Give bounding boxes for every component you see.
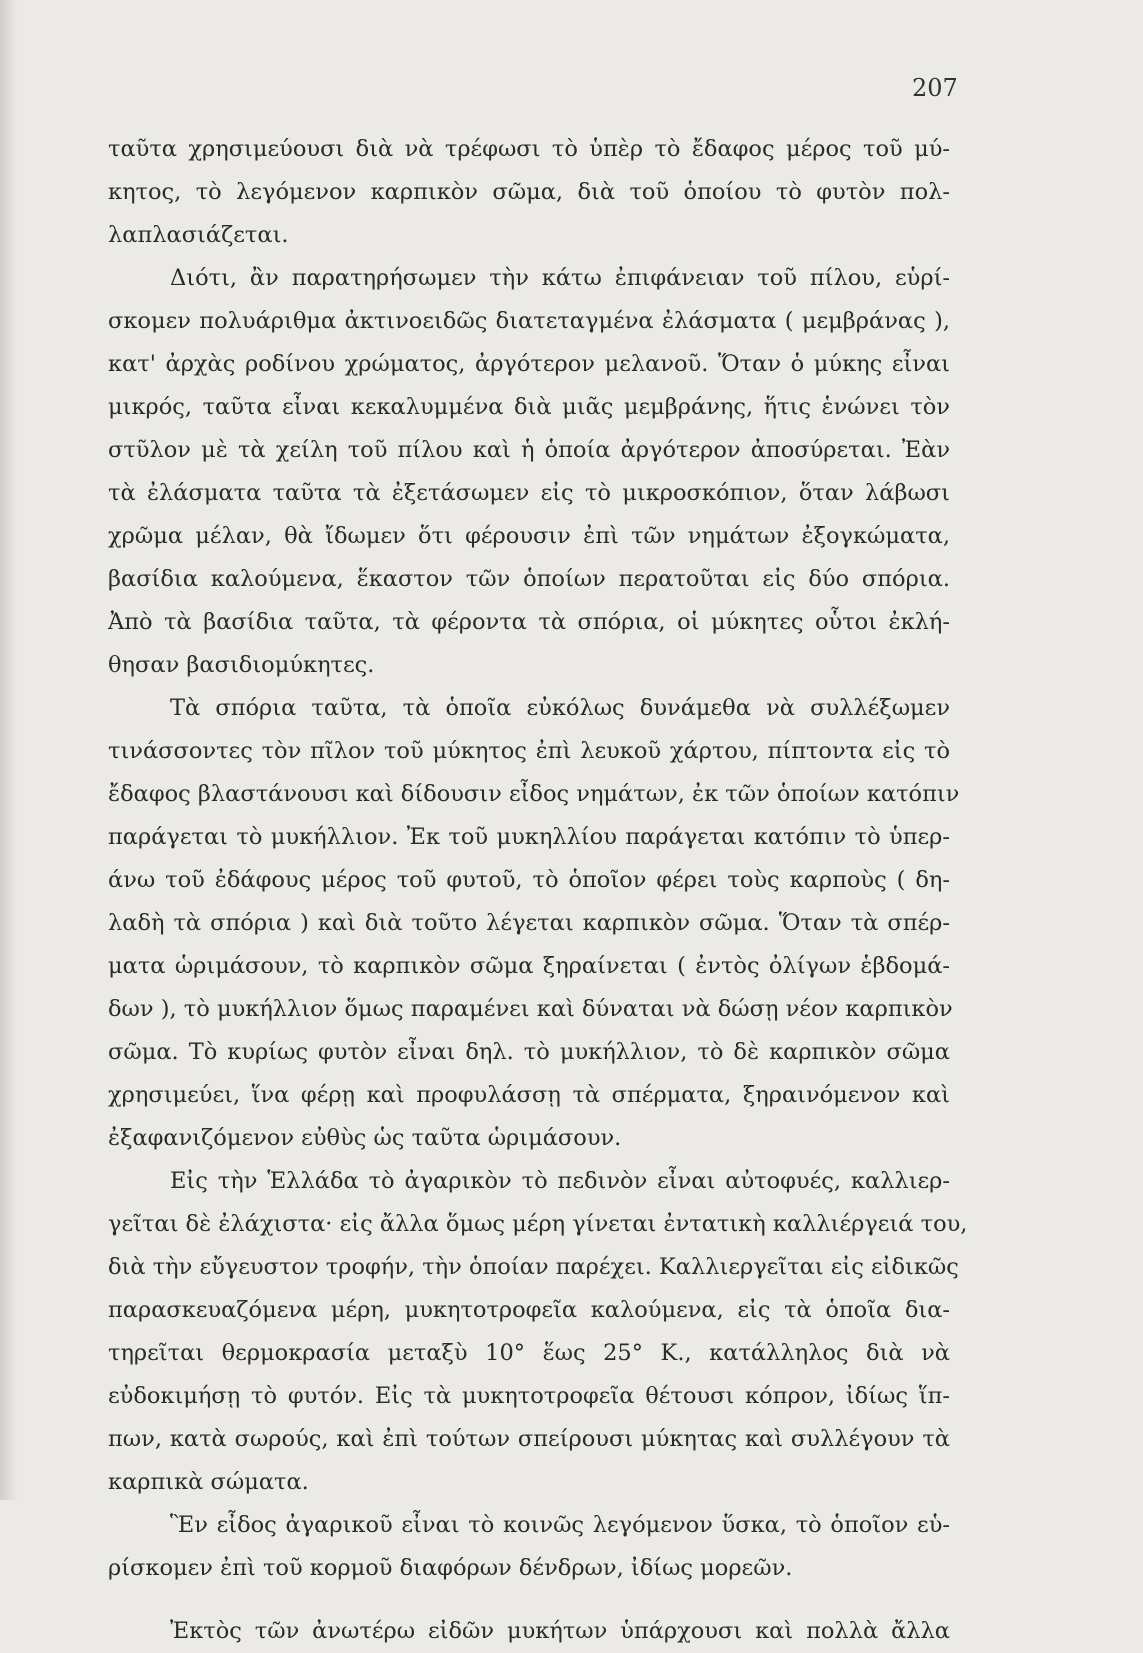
text-line: εὐδοκιμήσῃ τὸ φυτόν. Εἰς τὰ μυκητοτροφεῖα θέτουσι κόπρον, ἰδίως ἵπ- <box>108 1383 950 1409</box>
text-line: Ἐκτὸς τῶν ἀνωτέρω εἰδῶν μυκήτων ὑπάρχουσι καὶ πολλὰ ἄλλα <box>170 1618 950 1644</box>
text-line: τηρεῖται θερμοκρασία μεταξὺ 10° ἕως 25° Κ., κατάλληλος διὰ νὰ <box>108 1340 950 1366</box>
text-line: διὰ τὴν εὔγευστον τροφήν, τὴν ὁποίαν παρέχει. Καλλιεργεῖται εἰς εἰδικῶς <box>108 1254 959 1280</box>
text-line: καρπικὰ σώματα. <box>108 1469 309 1495</box>
page-number: 207 <box>912 74 958 102</box>
paragraph <box>108 257 950 687</box>
body-text <box>108 128 968 1653</box>
text-line: χρησιμεύει, ἵνα φέρῃ καὶ προφυλάσσῃ τὰ σπέρματα, ξηραινόμενον καὶ <box>108 1082 950 1108</box>
text-line: Ἀπὸ τὰ βασίδια ταῦτα, τὰ φέροντα τὰ σπόρια, οἱ μύκητες οὗτοι ἐκλή- <box>108 609 950 635</box>
text-line: βασίδια καλούμενα, ἕκαστον τῶν ὁποίων περατοῦται εἰς δύο σπόρια. <box>108 566 950 592</box>
text-line: παρασκευαζόμενα μέρη, μυκητοτροφεῖα καλούμενα, εἰς τὰ ὁποῖα δια- <box>108 1297 950 1323</box>
text-line: κητος, τὸ λεγόμενον καρπικὸν σῶμα, διὰ τοῦ ὁποίου τὸ φυτὸν πολ- <box>108 179 950 205</box>
text-line: Ἓν εἶδος ἀγαρικοῦ εἶναι τὸ κοινῶς λεγόμενον ὕσκα, τὸ ὁποῖον εὑ- <box>170 1512 950 1538</box>
paragraph <box>108 1504 950 1590</box>
text-line: χρῶμα μέλαν, θὰ ἴδωμεν ὅτι φέρουσιν ἐπὶ τῶν νημάτων ἐξογκώματα, <box>108 523 950 549</box>
text-line: ταῦτα χρησιμεύουσι διὰ νὰ τρέφωσι τὸ ὑπὲρ τὸ ἔδαφος μέρος τοῦ μύ- <box>108 136 950 162</box>
text-line: πων, κατὰ σωρούς, καὶ ἐπὶ τούτων σπείρουσι μύκητας καὶ συλλέγουν τὰ <box>108 1426 950 1452</box>
text-line: κατ' ἀρχὰς ροδίνου χρώματος, ἀργότερον μελανοῦ. Ὅταν ὁ μύκης εἶναι <box>108 351 950 377</box>
text-line: ἐξαφανιζόμενον εὐθὺς ὡς ταῦτα ὡριμάσουν. <box>108 1125 622 1151</box>
paragraph <box>108 687 960 1160</box>
text-line: παράγεται τὸ μυκήλλιον. Ἐκ τοῦ μυκηλλίου παράγεται κατόπιν τὸ ὑπερ- <box>108 824 950 850</box>
text-line: ματα ὡριμάσουν, τὸ καρπικὸν σῶμα ξηραίνεται ( ἐντὸς ὀλίγων ἑβδομά- <box>108 953 950 979</box>
text-line: Διότι, ἂν παρατηρήσωμεν τὴν κάτω ἐπιφάνειαν τοῦ πίλου, εὑρί- <box>170 265 950 291</box>
text-line: ρίσκομεν ἐπὶ τοῦ κορμοῦ διαφόρων δένδρων, ἰδίως μορεῶν. <box>108 1555 793 1581</box>
text-line: λαπλασιάζεται. <box>108 222 289 248</box>
text-line: δων ), τὸ μυκήλλιον ὅμως παραμένει καὶ δύναται νὰ δώσῃ νέον καρπικὸν <box>108 996 953 1022</box>
text-line: σκομεν πολυάριθμα ἀκτινοειδῶς διατεταγμένα ἐλάσματα ( μεμβράνας ), <box>108 308 950 334</box>
text-line: Τὰ σπόρια ταῦτα, τὰ ὁποῖα εὐκόλως δυνάμεθα νὰ συλλέξωμεν <box>170 695 950 721</box>
text-line: ἔδαφος βλαστάνουσι καὶ δίδουσιν εἶδος νημάτων, ἐκ τῶν ὁποίων κατόπιν <box>108 781 960 807</box>
text-line: λαδὴ τὰ σπόρια ) καὶ διὰ τοῦτο λέγεται καρπικὸν σῶμα. Ὅταν τὰ σπέρ- <box>108 910 950 936</box>
text-line: Εἰς τὴν Ἑλλάδα τὸ ἀγαρικὸν τὸ πεδινὸν εἶναι αὐτοφυές, καλλιερ- <box>170 1168 950 1194</box>
gutter-shadow <box>0 0 18 1500</box>
text-line: στῦλον μὲ τὰ χείλη τοῦ πίλου καὶ ἡ ὁποία ἀργότερον ἀποσύρεται. Ἐὰν <box>108 437 950 463</box>
paragraph <box>108 128 950 257</box>
text-line: μικρός, ταῦτα εἶναι κεκαλυμμένα διὰ μιᾶς μεμβράνης, ἥτις ἑνώνει τὸν <box>108 394 950 420</box>
text-line: σῶμα. Τὸ κυρίως φυτὸν εἶναι δηλ. τὸ μυκήλλιον, τὸ δὲ καρπικὸν σῶμα <box>108 1039 950 1065</box>
paragraph <box>108 1160 968 1504</box>
text-line: γεῖται δὲ ἐλάχιστα· εἰς ἄλλα ὅμως μέρη γίνεται ἐντατικὴ καλλιέργειά του, <box>108 1211 968 1237</box>
text-line: τὰ ἐλάσματα ταῦτα τὰ ἐξετάσωμεν εἰς τὸ μικροσκόπιον, ὅταν λάβωσι <box>108 480 950 506</box>
text-line: άνω τοῦ ἐδάφους μέρος τοῦ φυτοῦ, τὸ ὁποῖον φέρει τοὺς καρποὺς ( δη- <box>108 867 950 893</box>
text-line: θησαν βασιδιομύκητες. <box>108 652 375 678</box>
text-line: τινάσσοντες τὸν πῖλον τοῦ μύκητος ἐπὶ λευκοῦ χάρτου, πίπτοντα εἰς τὸ <box>108 738 950 764</box>
paragraph <box>108 1610 950 1653</box>
